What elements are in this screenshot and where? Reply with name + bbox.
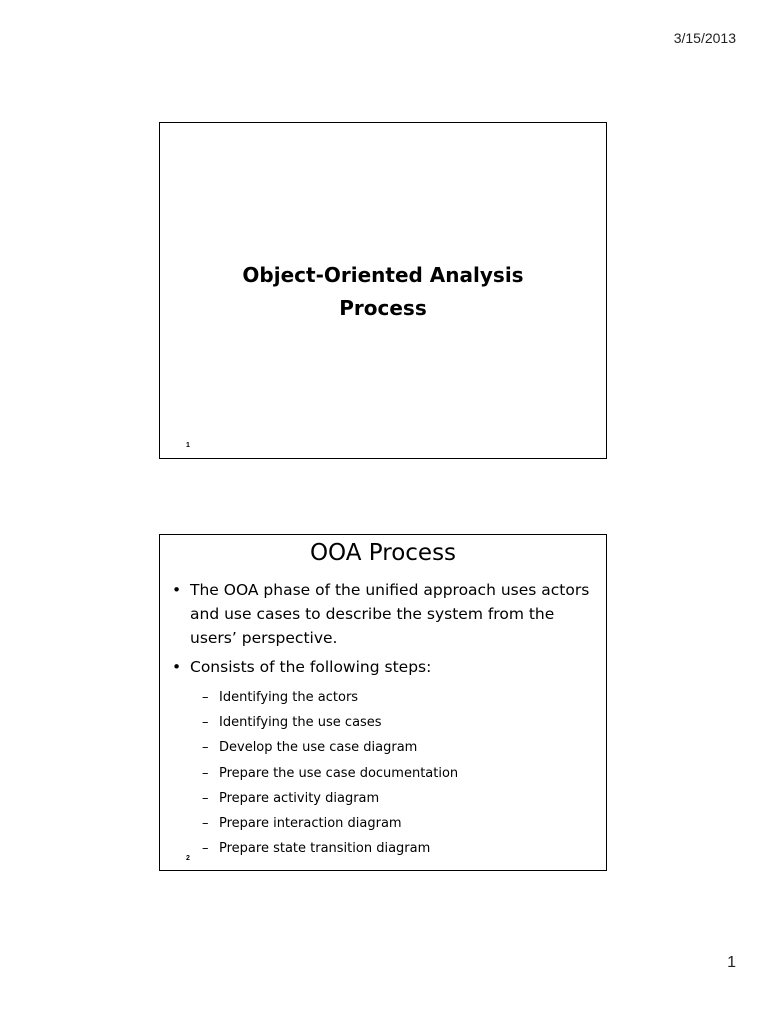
steps-list [190, 685, 590, 861]
slide-title-line-2: Process [339, 296, 427, 320]
slide-number: 1 [186, 442, 190, 449]
slide-1 [159, 122, 607, 459]
dash-icon: – [202, 765, 209, 781]
bullet-dot-icon: • [172, 581, 182, 599]
bullet-item [172, 578, 590, 650]
dash-icon: – [202, 790, 209, 806]
dash-icon: – [202, 841, 209, 857]
step-item [202, 836, 590, 861]
step-text: Prepare the use case documentation [219, 765, 459, 781]
bullet-dot-icon: • [172, 658, 182, 676]
dash-icon: – [202, 816, 209, 832]
slide-2 [159, 534, 607, 871]
step-item [202, 761, 590, 786]
step-item [202, 735, 590, 760]
step-text: Prepare state transition diagram [219, 841, 431, 857]
bullet-text: The OOA phase of the unified approach uses actors and use cases to describe the system from the users’ perspective. [190, 581, 590, 647]
step-text: Develop the use case diagram [219, 740, 418, 756]
step-item [202, 811, 590, 836]
dash-icon: – [202, 715, 209, 731]
page-number: 1 [727, 954, 736, 971]
slide-title: OOA Process [309, 540, 457, 566]
page-date: 3/15/2013 [673, 30, 736, 46]
bullet-text: Consists of the following steps: [190, 658, 432, 676]
step-item [202, 786, 590, 811]
slide-title-line-1: Object-Oriented Analysis [242, 263, 524, 287]
bullet-list [172, 578, 590, 866]
dash-icon: – [202, 690, 209, 705]
dash-icon: – [202, 740, 209, 756]
step-text: Identifying the actors [219, 690, 359, 705]
step-text: Prepare interaction diagram [219, 816, 402, 832]
slide-title [160, 259, 606, 325]
bullet-item [172, 655, 590, 861]
step-text: Identifying the use cases [219, 715, 382, 731]
step-text: Prepare activity diagram [219, 790, 380, 806]
step-item [202, 710, 590, 735]
slide-number: 2 [186, 855, 190, 862]
step-item [202, 685, 590, 710]
